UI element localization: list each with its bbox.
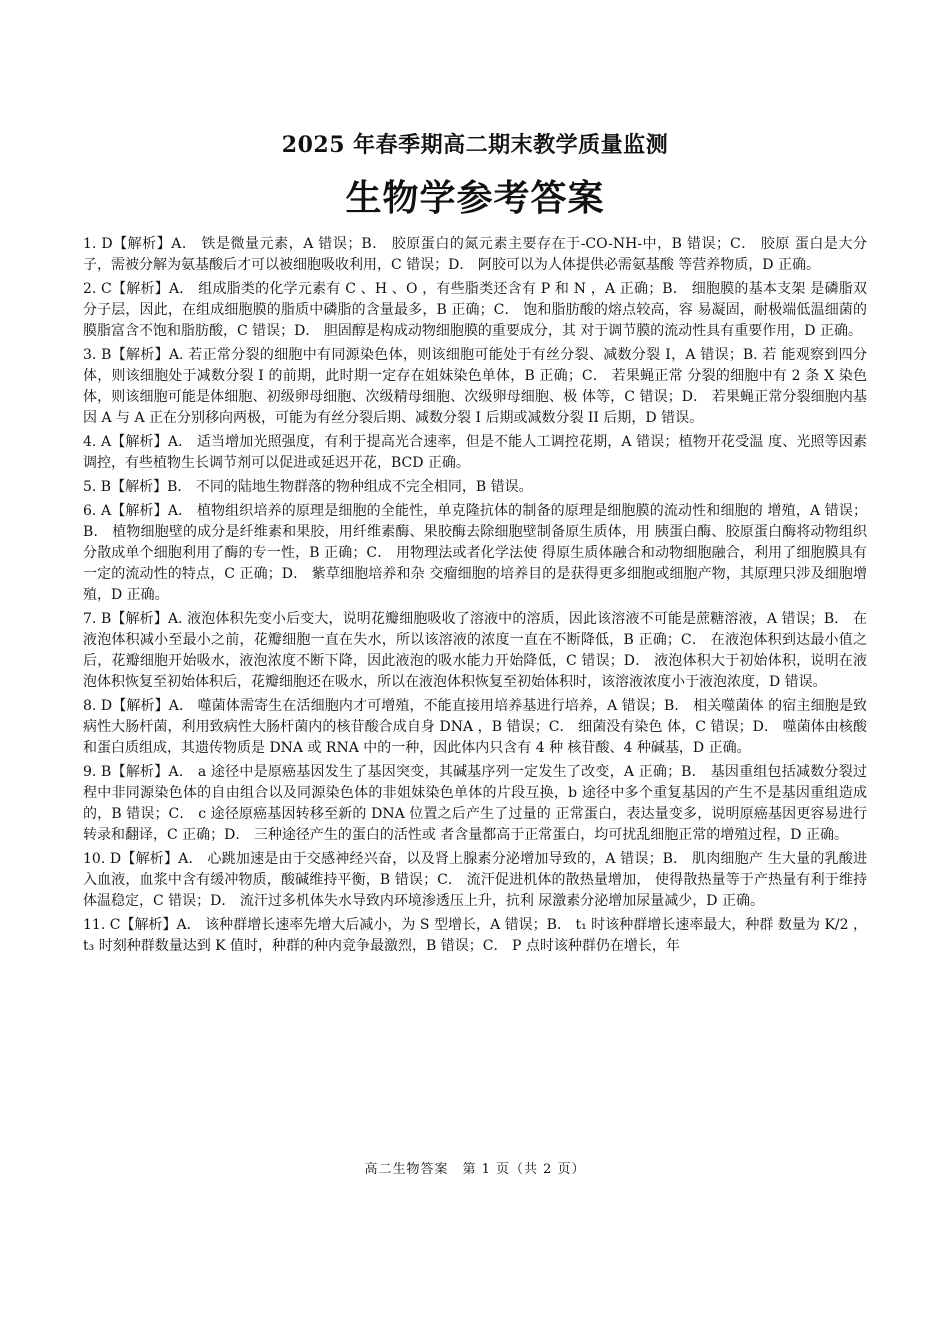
answer-list [83,234,867,957]
page-title: 生物学参考答案 [345,177,605,219]
page-footer: 高二生物答案 第 1 页（共 2 页） [364,1162,586,1177]
answer-item-4: 4. A【解析】A． 适当增加光照强度，有利于提高光合速率，但是不能人工调控花期，A 错误；植物开花受温 度、光照等因素调控，有些植物生长调节剂可以促进或延迟开花，BCD 正确。 [83,434,867,471]
answer-item-7: 7. B【解析】A. 液泡体积先变小后变大，说明花瓣细胞吸收了溶液中的溶质，因此该溶液不可能是蔗糖溶液，A 错误；B． 在液泡体积减小至最小之前，花瓣细胞一直在失水，所以该溶液的浓度一直在不断降低，B 正确；C． 在液泡体积到达最小值之后，花瓣细胞开始吸水，液泡浓度不断下降，因此液泡的吸水能力开始降低，C 错误；D． 液泡体积大于初始体积，说明在液泡体积恢复至初始体积后，花瓣细胞还在吸水，所以在液泡体积恢复至初始体积时，该溶液浓度小于液泡浓度，D 错误。 [83,611,867,690]
answer-item-9: 9. B【解析】A． a 途径中是原癌基因发生了基因突变，其碱基序列一定发生了改变，A 正确；B． 基因重组包括减数分裂过程中非同源染色体的自由组合以及同源染色体的非姐妹染色单体的片段互换，b 途径中多个重复基因的产生不是基因重组造成的，B 错误；C． c 途径原癌基因转移至新的 DNA 位置之后产生了过量的 正常蛋白，表达量变多，说明原癌基因更容易进行转录和翻译，C 正确；D． 三种途径产生的蛋白的活性或 者含量都高于正常蛋白，均可扰乱细胞正常的增殖过程，D 正确。 [83,764,867,843]
answer-item-1: 1. D【解析】A． 铁是微量元素，A 错误；B． 胶原蛋白的氮元素主要存在于-CO-NH-中，B 错误；C． 胶原 蛋白是大分子，需被分解为氨基酸后才可以被细胞吸收利用，C 错误；D． 阿胶可以为人体提供必需氨基酸 等营养物质，D 正确。 [83,236,867,273]
answer-item-11: 11. C【解析】A． 该种群增长速率先增大后减小，为 S 型增长，A 错误；B． t₁ 时该种群增长速率最大，种群 数量为 K/2 ，t₃ 时刻种群数量达到 K 值时，种群的种内竞争最激烈，B 错误；C． P 点时该种群仍在增长，年 [83,917,867,954]
exam-subtitle: 2025 年春季期高二期末教学质量监测 [281,132,669,158]
answer-item-10: 10. D【解析】A． 心跳加速是由于交感神经兴奋，以及肾上腺素分泌增加导致的，A 错误；B． 肌肉细胞产 生大量的乳酸进入血液，血浆中含有缓冲物质，酸碱维持平衡，B 错误；C． 流汗促进机体的散热量增加， 使得散热量等于产热量有利于维持体温稳定，C 错误；D． 流汗过多机体失水导致内环境渗透压上升，抗利 尿激素分泌增加尿量减少，D 正确。 [83,851,867,909]
answer-item-3: 3. B【解析】A. 若正常分裂的细胞中有同源染色体，则该细胞可能处于有丝分裂、减数分裂 I，A 错误；B. 若 能观察到四分体，则该细胞处于减数分裂 I 的前期，此时期一定存在姐妹染色单体，B 正确；C． 若果蝇正常 分裂的细胞中有 2 条 X 染色体，则该细胞可能是体细胞、初级卵母细胞、次级精母细胞、次级卵母细胞、极 体等，C 错误；D． 若果蝇正常分裂细胞内基因 A 与 A 正在分别移向两极，可能为有丝分裂后期、减数分裂 I 后期或减数分裂 II 后期，D 错误。 [83,347,867,426]
answer-item-2: 2. C【解析】A． 组成脂类的化学元素有 C 、H 、O ，有些脂类还含有 P 和 N ，A 正确；B． 细胞膜的基本支架 是磷脂双分子层，因此，在组成细胞膜的脂质中磷脂的含量最多，B 正确；C． 饱和脂肪酸的熔点较高，容 易凝固，耐极端低温细菌的膜脂富含不饱和脂肪酸，C 错误；D． 胆固醇是构成动物细胞膜的重要成分，其 对于调节膜的流动性具有重要作用，D 正确。 [83,281,867,339]
answer-item-5: 5. B【解析】B． 不同的陆地生物群落的物种组成不完全相同，B 错误。 [83,479,533,495]
answer-item-8: 8. D【解析】A． 噬菌体需寄生在活细胞内才可增殖，不能直接用培养基进行培养，A 错误；B． 相关噬菌体 的宿主细胞是致病性大肠杆菌，利用致病性大肠杆菌内的核苷酸合成自身 DNA ，B 错误；C． 细菌没有染色 体，C 错误；D． 噬菌体由核酸和蛋白质组成，其遗传物质是 DNA 或 RNA 中的一种，因此体内只含有 4 种 核苷酸、4 种碱基，D 正确。 [83,698,867,756]
answer-item-6: 6. A【解析】A． 植物组织培养的原理是细胞的全能性，单克隆抗体的制备的原理是细胞膜的流动性和细胞的 增殖，A 错误；B． 植物细胞壁的成分是纤维素和果胶，用纤维素酶、果胶酶去除细胞壁制备原生质体，用 胰蛋白酶、胶原蛋白酶将动物组织分散成单个细胞利用了酶的专一性，B 正确；C． 用物理法或者化学法使 得原生质体融合和动物细胞融合，利用了细胞膜具有一定的流动性的特点，C 正确；D． 紫草细胞培养和杂 交瘤细胞的培养目的是获得更多细胞或细胞产物，其原理只涉及细胞增殖，D 正确。 [83,503,867,603]
